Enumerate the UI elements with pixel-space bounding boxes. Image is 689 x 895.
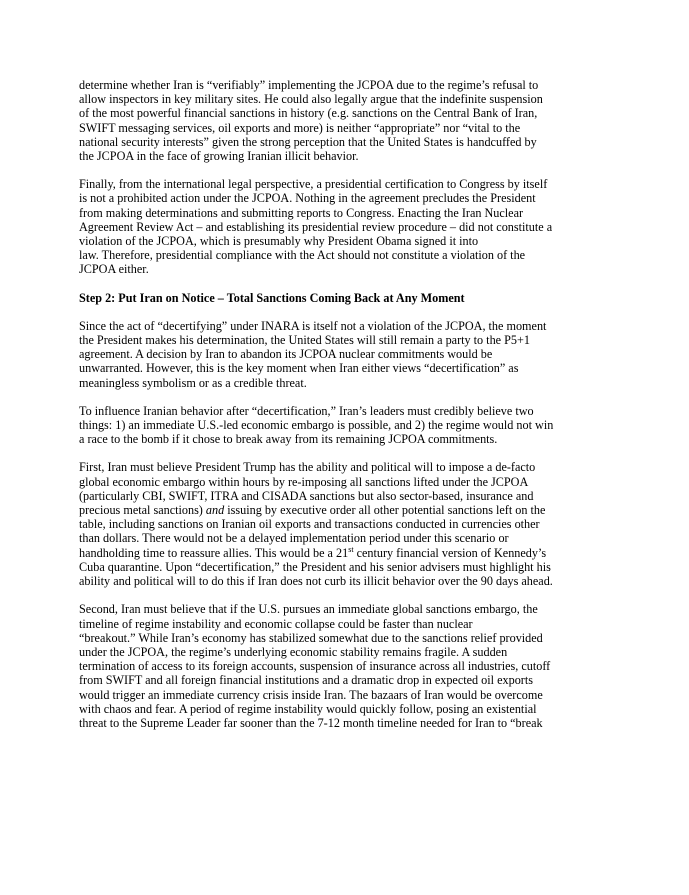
text-run: issuing by executive order all other potential sanctions left on the xyxy=(224,503,546,518)
paragraph-decertifying xyxy=(79,319,613,390)
text-line: determine whether Iran is “verifiably” implementing the JCPOA due to the regime’s refusal to xyxy=(79,78,539,92)
text-line: (particularly CBI, SWIFT, ITRA and CISADA sanctions but also sector-based, insurance and xyxy=(79,488,534,503)
text-line: SWIFT messaging services, oil exports and more) is neither “appropriate” nor “vital to the xyxy=(79,120,521,135)
text-line: ability and political will to do this if Iran does not curb its illicit behavior over the 90 days ahead. xyxy=(79,574,553,589)
text-line: under the JCPOA, the regime’s underlying economic stability remains fragile. A sudden xyxy=(79,644,508,659)
text-line: law. Therefore, presidential compliance with the Act should not constitute a violation of the xyxy=(79,248,526,263)
paragraph-verifiably xyxy=(79,78,613,163)
text-run: handholding time to reassure allies. This would be a 21 xyxy=(79,545,349,560)
text-line xyxy=(79,503,613,517)
text-line: timeline of regime instability and economic collapse could be faster than nuclear xyxy=(79,616,473,631)
text-line: national security interests” given the strong perception that the United States is handcuffed by xyxy=(79,134,537,149)
text-line: Second, Iran must believe that if the U.S. pursues an immediate global sanctions embargo, the xyxy=(79,602,538,617)
text-line: First, Iran must believe President Trump has the ability and political will to impose a de-facto xyxy=(79,460,536,475)
paragraph-influence xyxy=(79,404,613,447)
text-line: would trigger an immediate currency crisis inside Iran. The bazaars of Iran would be overcome xyxy=(79,687,543,702)
text-line: the President makes his determination, the United States will still remain a party to the P5+1 xyxy=(79,333,530,348)
text-line: unwarranted. However, this is the key moment when Iran either views “decertification” as xyxy=(79,361,519,376)
text-line: Agreement Review Act – and establishing its presidential review procedure – did not constitute a xyxy=(79,219,553,234)
text-line: violation of the JCPOA, which is presumably why President Obama signed it into xyxy=(79,234,479,249)
text-line: termination of access to its foreign accounts, suspension of insurance across all industries, cutoff xyxy=(79,659,551,674)
text-line: Cuba quarantine. Upon “decertification,” the President and his senior advisers must highlight his xyxy=(79,559,551,574)
text-run: precious metal sanctions) xyxy=(79,503,206,518)
text-line: from making determinations and submitting reports to Congress. Enacting the Iran Nuclear xyxy=(79,205,524,220)
text-line: “breakout.” While Iran’s economy has stabilized somewhat due to the sanctions relief provided xyxy=(79,630,543,645)
text-line: global economic embargo within hours by re-imposing all sanctions lifted under the JCPOA xyxy=(79,474,529,489)
text-line: from SWIFT and all foreign financial institutions and a dramatic drop in expected oil exports xyxy=(79,673,533,688)
text-line: agreement. A decision by Iran to abandon its JCPOA nuclear commitments would be xyxy=(79,347,493,362)
text-run: century financial version of Kennedy’s xyxy=(353,545,547,560)
text-line: the JCPOA in the face of growing Iranian illicit behavior. xyxy=(79,149,359,164)
paragraph-first xyxy=(79,460,613,588)
text-line: Since the act of “decertifying” under INARA is itself not a violation of the JCPOA, the moment xyxy=(79,318,547,333)
text-line xyxy=(79,546,613,560)
text-line: To influence Iranian behavior after “decertification,” Iran’s leaders must credibly believe two xyxy=(79,403,534,418)
paragraph-legal-perspective xyxy=(79,177,613,276)
text-line: meaningless symbolism or as a credible threat. xyxy=(79,375,307,390)
text-line: of the most powerful financial sanctions in history (e.g. sanctions on the Central Bank of Iran, xyxy=(79,106,538,121)
emphasis-text: and xyxy=(205,503,225,518)
text-line: Finally, from the international legal perspective, a presidential certification to Congress by itself xyxy=(79,177,548,192)
document-body xyxy=(79,78,613,744)
text-line: than dollars. There would not be a delayed implementation period under this scenario or xyxy=(79,531,509,546)
section-heading: Step 2: Put Iran on Notice – Total Sanctions Coming Back at Any Moment xyxy=(79,290,465,305)
text-line: is not a prohibited action under the JCPOA. Nothing in the agreement precludes the President xyxy=(79,191,536,206)
text-line: things: 1) an immediate U.S.-led economic embargo is possible, and 2) the regime would not win xyxy=(79,418,554,433)
text-line: table, including sanctions on Iranian oil exports and transactions conducted in currencies other xyxy=(79,517,540,532)
text-line: with chaos and fear. A period of regime instability would quickly follow, posing an existential xyxy=(79,701,537,716)
paragraph-second xyxy=(79,602,613,730)
text-line: allow inspectors in key military sites. He could also legally argue that the indefinite suspension xyxy=(79,92,543,107)
superscript-text: st xyxy=(348,544,354,554)
text-line: JCPOA either. xyxy=(79,262,149,277)
text-line: a race to the bomb if it chose to break away from its remaining JCPOA commitments. xyxy=(79,432,498,447)
text-line: threat to the Supreme Leader far sooner than the 7-12 month timeline needed for Iran to “break xyxy=(79,715,543,730)
